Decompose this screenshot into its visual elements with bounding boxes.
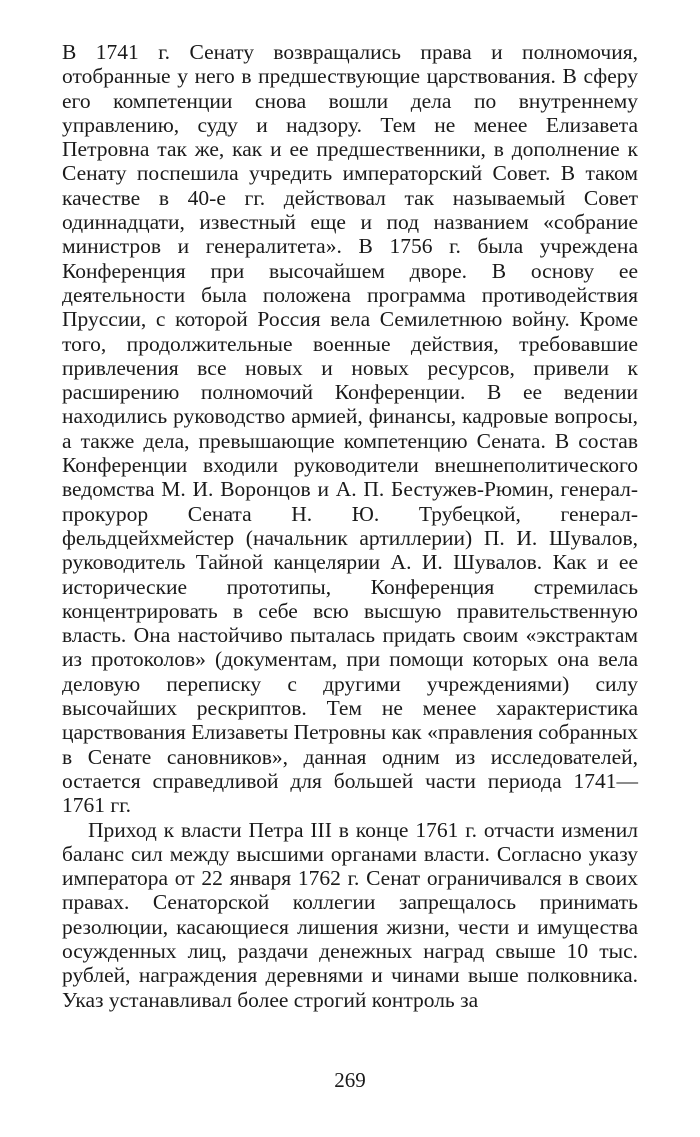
paragraph-1: В 1741 г. Сенату возвращались права и полномочия, отобранные у него в предшествующие царствования. В сферу его компетенции снова вошли дела по внутреннему управлению, суду и надзору. Тем не менее Елизавета Петровна так же, как и ее предшественники, в дополнение к Сенату поспешила учредить императорский Совет. В таком качестве в 40-е гг. действовал так называемый Совет одиннадцати, известный еще и под названием «собрание министров и генералитета». В 1756 г. была учреждена Конференция при высочайшем дворе. В основу ее деятельности была положена программа противодействия Пруссии, с которой Россия вела Семилетнюю войну. Кроме того, продолжительные военные действия, требовавшие привлечения все новых и новых ресурсов, привели к расширению полномочий Конференции. В ее ведении находились руководство армией, финансы, кадровые вопросы, а также дела, превышающие компетенцию Сената. В состав Конференции входили руководители внешнеполитического ведомства М. И. Воронцов и А. П. Бестужев-Рюмин, генерал-прокурор Сената Н. Ю. Трубецкой, генерал-фельдцейхмейстер (начальник артиллерии) П. И. Шувалов, руководитель Тайной канцелярии А. И. Шувалов. Как и ее исторические прототипы, Конференция стремилась концентрировать в себе всю высшую правительственную власть. Она настойчиво пыталась придать своим «экстрактам из протоколов» (документам, при помощи которых она вела деловую переписку с другими учреждениями) силу высочайших рескриптов. Тем не менее характеристика царствования Елизаветы Петровны как «правления собранных в Сенате сановников», данная одним из исследователей, остается справедливой для большей части периода 1741—1761 гг. [62, 40, 638, 818]
page-number: 269 [334, 1068, 366, 1092]
paragraph-2: Приход к власти Петра III в конце 1761 г. отчасти изменил баланс сил между высшими органами власти. Согласно указу императора от 22 января 1762 г. Сенат ограничивался в своих правах. Сенаторской коллегии запрещалось принимать резолюции, касающиеся лишения жизни, чести и имущества осужденных лиц, раздачи денежных наград свыше 10 тыс. рублей, награждения деревнями и чинами выше полковника. Указ устанавливал более строгий контроль за [62, 817, 638, 1012]
page-text-block [62, 40, 638, 1012]
